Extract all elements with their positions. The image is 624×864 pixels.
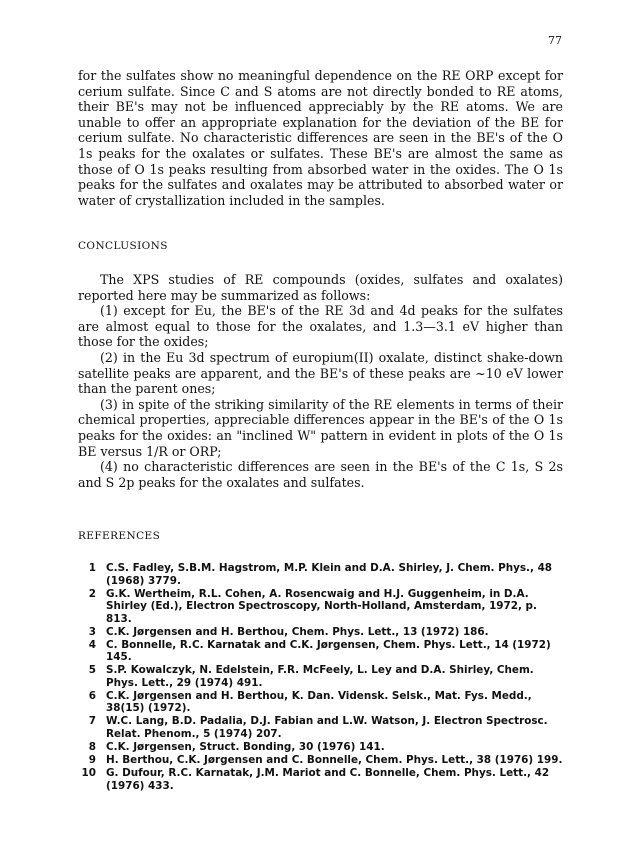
intro-paragraph-block bbox=[78, 68, 563, 208]
reference-number: 5 bbox=[88, 664, 96, 677]
reference-item bbox=[78, 562, 563, 587]
reference-text: H. Berthou, C.K. Jørgensen and C. Bonnelle, Chem. Phys. Lett., 38 (1976) 199. bbox=[106, 754, 563, 767]
reference-number: 2 bbox=[88, 587, 96, 600]
conclusions-heading: CONCLUSIONS bbox=[78, 240, 168, 252]
reference-number: 1 bbox=[88, 562, 96, 574]
reference-text: S.P. Kowalczyk, N. Edelstein, F.R. McFeely, L. Ley and D.A. Shirley, Chem. Phys. Lett., 29 (1974) 491. bbox=[106, 664, 534, 689]
reference-item bbox=[78, 715, 563, 740]
reference-number: 7 bbox=[88, 715, 96, 728]
reference-text: C.K. Jørgensen and H. Berthou, Chem. Phys. Lett., 13 (1972) 186. bbox=[106, 625, 489, 638]
conclusions-paragraph-2: (2) in the Eu 3d spectrum of europium(II) oxalate, distinct shake-down satellite peaks are apparent, and the BE's of these peaks are ~10 eV lower than the parent ones; bbox=[78, 349, 563, 397]
conclusions-body bbox=[78, 272, 563, 490]
reference-number: 8 bbox=[88, 741, 96, 754]
reference-text: C.K. Jørgensen, Struct. Bonding, 30 (1976) 141. bbox=[106, 741, 385, 754]
references-heading: REFERENCES bbox=[78, 530, 161, 542]
reference-item bbox=[78, 664, 563, 689]
reference-text: C.S. Fadley, S.B.M. Hagstrom, M.P. Klein and D.A. Shirley, J. Chem. Phys., 48 (1968) 3779. bbox=[106, 562, 553, 587]
reference-text: C.K. Jørgensen and H. Berthou, K. Dan. Vidensk. Selsk., Mat. Fys. Medd., 38(15) (1972). bbox=[106, 689, 532, 715]
reference-number: 3 bbox=[88, 625, 96, 638]
intro-paragraph: for the sulfates show no meaningful dependence on the RE ORP except for cerium sulfate. Since C and S atoms are not directly bonded to RE atoms, their BE's may not be influenced appreciably by the RE atoms. We are unable to offer an appropriate explanation for the deviation of the BE for cerium sulfate. No characteristic differences are seen in the BE's of the O 1s peaks for the oxalates or sulfates. These BE's are almost the same as those of O 1s peaks resulting from absorbed water in the oxides. The O 1s peaks for the sulfates and oxalates may be attributed to absorbed water or water of crystallization included in the samples. bbox=[78, 68, 563, 208]
reference-item bbox=[78, 626, 563, 639]
conclusions-paragraph-summary: The XPS studies of RE compounds (oxides, sulfates and oxalates) reported here may be summarized as follows: bbox=[78, 272, 563, 303]
reference-item bbox=[78, 741, 563, 754]
reference-text: G.K. Wertheim, R.L. Cohen, A. Rosencwaig and H.J. Guggenheim, in D.A. Shirley (Ed.), Electron Spectroscopy, North-Holland, Amsterdam, 1972, p. 813. bbox=[106, 587, 537, 625]
conclusions-paragraph-4: (4) no characteristic differences are seen in the BE's of the C 1s, S 2s and S 2p peaks for the oxalates and sulfates. bbox=[78, 459, 563, 490]
reference-item bbox=[78, 639, 563, 664]
reference-item bbox=[78, 690, 563, 715]
reference-text: G. Dufour, R.C. Karnatak, J.M. Mariot and C. Bonnelle, Chem. Phys. Lett., 42 (1976) 433. bbox=[106, 767, 550, 792]
reference-text: C. Bonnelle, R.C. Karnatak and C.K. Jørgensen, Chem. Phys. Lett., 14 (1972) 145. bbox=[106, 638, 551, 664]
reference-item bbox=[78, 754, 563, 767]
reference-number: 10 bbox=[81, 767, 96, 780]
page-number: 77 bbox=[548, 34, 562, 47]
reference-item bbox=[78, 588, 563, 626]
reference-list bbox=[78, 562, 563, 793]
reference-text: W.C. Lang, B.D. Padalia, D.J. Fabian and L.W. Watson, J. Electron Spectrosc. Relat. Phenom., 5 (1974) 207. bbox=[106, 715, 548, 741]
conclusions-paragraph-3: (3) in spite of the striking similarity of the RE elements in terms of their chemical properties, appreciable differences appear in the BE's of the O 1s peaks for the oxides: an "inclined W" pattern in evident in plots of the O 1s BE versus 1/R or ORP; bbox=[78, 396, 563, 459]
conclusions-paragraph-1: (1) except for Eu, the BE's of the RE 3d and 4d peaks for the sulfates are almost equal to those for the oxalates, and 1.3—3.1 eV higher than those for the oxides; bbox=[78, 303, 563, 350]
reference-number: 9 bbox=[88, 754, 96, 767]
reference-number: 4 bbox=[88, 638, 96, 651]
reference-number: 6 bbox=[88, 689, 96, 702]
reference-item bbox=[78, 767, 563, 792]
